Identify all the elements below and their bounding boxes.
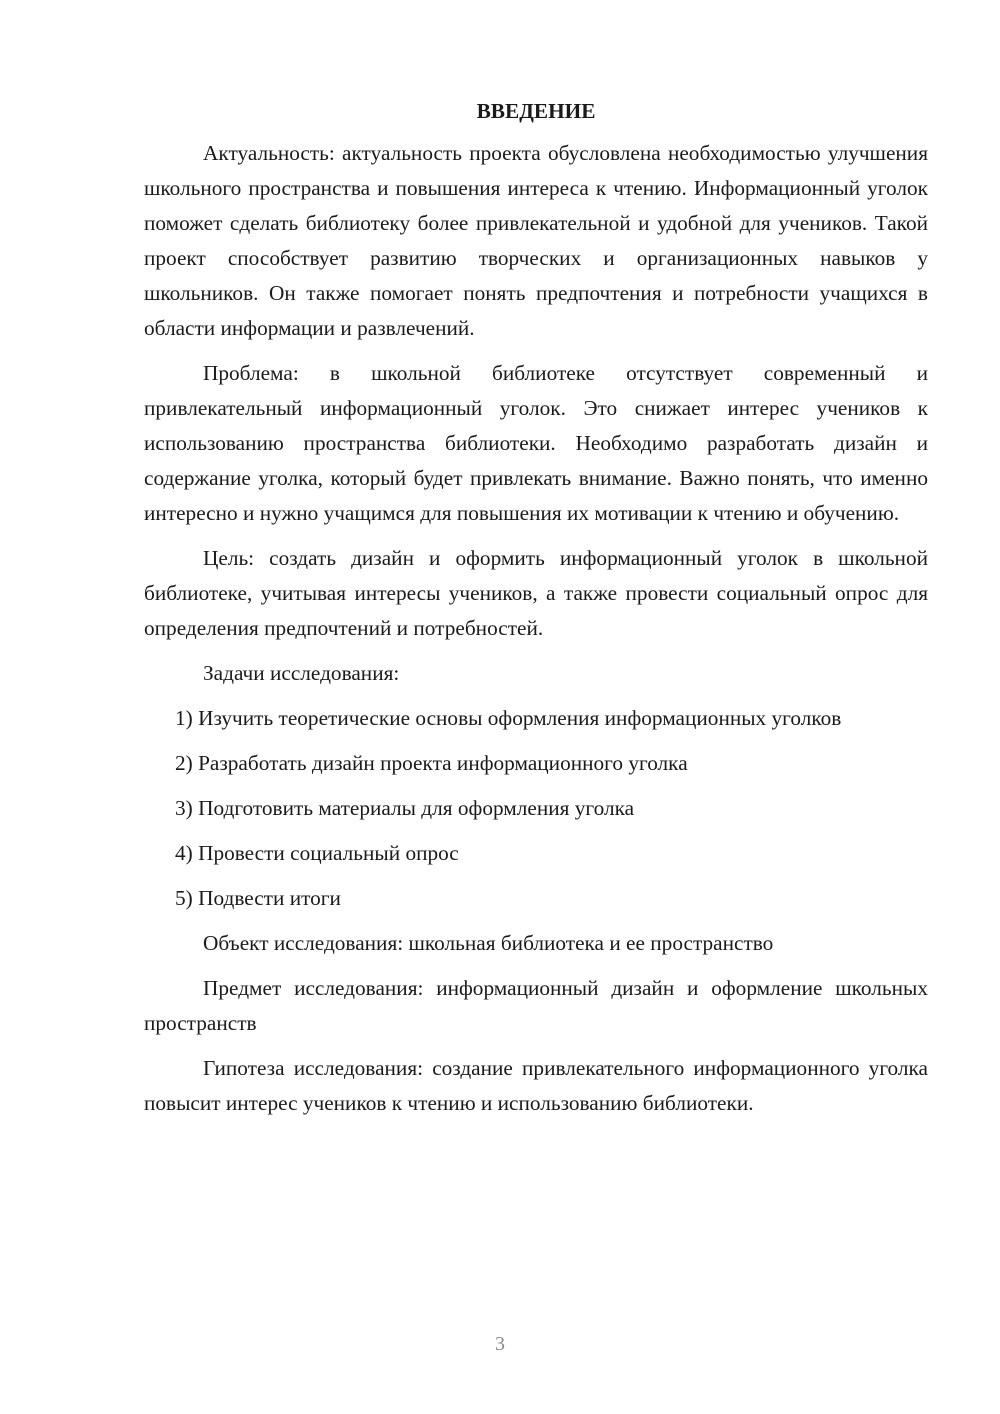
paragraph-goal: Цель: создать дизайн и оформить информационный уголок в школьной библиотеке, учитывая интересы учеников, а также провести социальный опрос для определения предпочтений и потребностей. bbox=[144, 546, 928, 640]
paragraph-hypothesis: Гипотеза исследования: создание привлекательного информационного уголка повысит интерес учеников к чтению и использованию библиотеки. bbox=[144, 1056, 928, 1115]
document-page bbox=[144, 92, 928, 1131]
paragraph-relevance: Актуальность: актуальность проекта обусловлена необходимостью улучшения школьного пространства и повышения интереса к чтению. Информационный уголок поможет сделать библиотеку более привлекательной и удобной для учеников. Такой проект способствует развитию творческих и организационных навыков у школьников. Он также помогает понять предпочтения и потребности учащихся в области информации и развлечений. bbox=[144, 141, 928, 340]
list-item: 5) Подвести итоги bbox=[175, 886, 341, 910]
paragraph-problem: Проблема: в школьной библиотеке отсутствует современный и привлекательный информационный уголок. Это снижает интерес учеников к использованию пространства библиотеки. Необходимо разработать дизайн и содержание уголка, который будет привлекать внимание. Важно понять, что именно интересно и нужно учащимся для повышения их мотивации к чтению и обучению. bbox=[144, 361, 928, 525]
paragraph-subject: Предмет исследования: информационный дизайн и оформление школьных пространств bbox=[144, 976, 928, 1035]
list-item: 3) Подготовить материалы для оформления уголка bbox=[175, 796, 635, 820]
list-item: 2) Разработать дизайн проекта информационного уголка bbox=[175, 751, 688, 775]
page-title: ВВЕДЕНИЕ bbox=[476, 99, 596, 123]
page-number: 3 bbox=[495, 1333, 505, 1355]
paragraph-object: Объект исследования: школьная библиотека и ее пространство bbox=[203, 931, 774, 955]
tasks-title: Задачи исследования: bbox=[203, 661, 400, 685]
list-item: 4) Провести социальный опрос bbox=[175, 841, 459, 865]
list-item: 1) Изучить теоретические основы оформления информационных уголков bbox=[175, 706, 842, 730]
